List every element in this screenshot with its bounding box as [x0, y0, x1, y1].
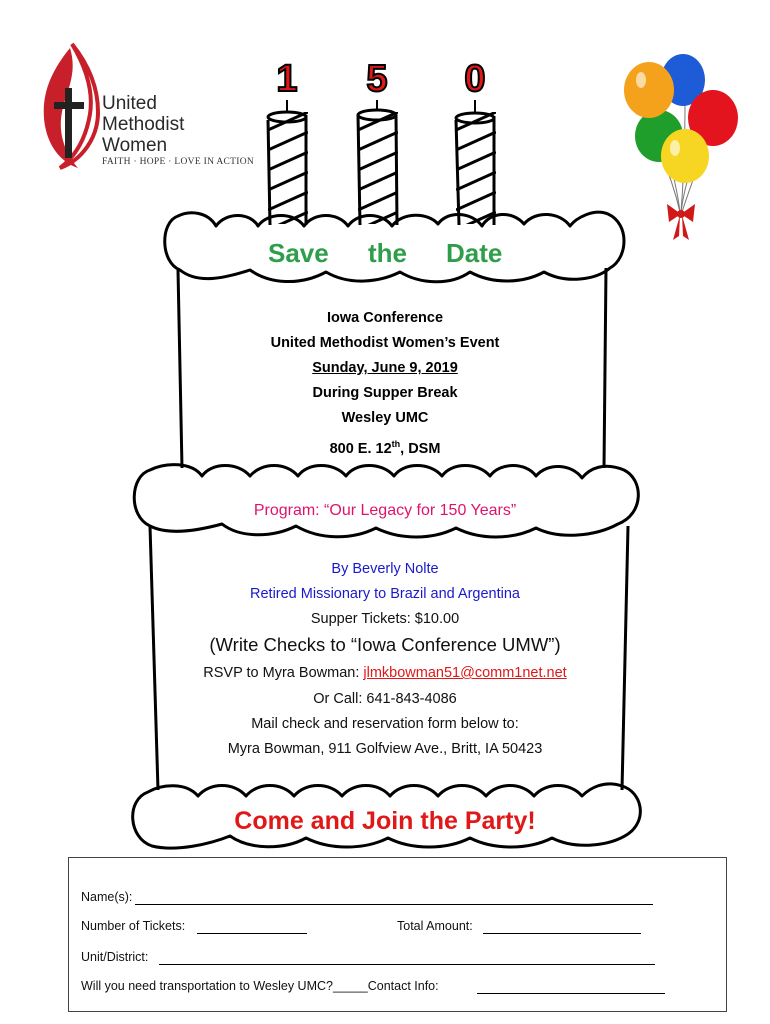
candle-digit-0: 0 — [464, 58, 486, 100]
speaker: By Beverly Nolte — [331, 561, 439, 577]
program-title: Program: “Our Legacy for 150 Years” — [253, 502, 517, 519]
contact-label: Contact Info: — [367, 979, 439, 993]
tickets-field[interactable] — [197, 933, 307, 934]
address-sup: th — [391, 439, 401, 449]
rsvp-email-link[interactable]: jlmkbowman51@comm1net.net — [363, 665, 567, 681]
candle-digit-1: 1 — [276, 58, 298, 100]
logo-word-women: Women — [102, 135, 168, 156]
contact-field[interactable] — [477, 993, 665, 994]
headline-date: Date — [446, 238, 503, 268]
check-instructions: (Write Checks to “Iowa Conference UMW”) — [209, 634, 561, 655]
candle-1 — [268, 112, 308, 230]
event-venue: Wesley UMC — [341, 410, 429, 426]
logo-word-united: United — [102, 93, 157, 114]
total-label: Total Amount: — [397, 919, 473, 933]
mail-instructions: Mail check and reservation form below to: — [251, 716, 519, 732]
rsvp-line — [0, 665, 770, 681]
names-label: Name(s): — [81, 890, 133, 904]
unit-label: Unit/District: — [81, 950, 149, 964]
phone-line: Or Call: 641-843-4086 — [313, 691, 457, 707]
headline-save: Save — [268, 238, 329, 268]
total-field[interactable] — [483, 933, 641, 934]
transport-label — [81, 979, 439, 993]
logo-tagline: FAITH · HOPE · LOVE IN ACTION — [102, 157, 255, 167]
event-title: United Methodist Women’s Event — [270, 335, 500, 351]
tickets-label: Number of Tickets: — [81, 919, 186, 933]
transport-question: Will you need transportation to Wesley UMC? — [81, 979, 333, 993]
mail-address: Myra Bowman, 911 Golfview Ave., Britt, IA 50423 — [227, 741, 543, 757]
event-conference: Iowa Conference — [326, 310, 444, 326]
candle-digit-5: 5 — [366, 58, 388, 100]
party-tagline: Come and Join the Party! — [234, 807, 536, 835]
names-field[interactable] — [135, 904, 653, 905]
logo-word-methodist: Methodist — [102, 114, 185, 135]
rsvp-label: RSVP to Myra Bowman: — [203, 665, 364, 681]
headline-the: the — [368, 238, 407, 268]
transport-blank[interactable]: _____ — [332, 979, 368, 993]
event-address — [0, 432, 770, 462]
unit-field[interactable] — [159, 964, 655, 965]
address-street: 800 E. 12 — [329, 440, 392, 457]
event-date — [0, 356, 770, 381]
ticket-price: Supper Tickets: $10.00 — [310, 611, 460, 627]
speaker-title: Retired Missionary to Brazil and Argentina — [250, 586, 520, 602]
event-date-text: Sunday, June 9, 2019 — [312, 360, 458, 376]
address-city: , DSM — [400, 440, 441, 457]
event-time: During Supper Break — [312, 385, 458, 401]
reservation-form — [68, 857, 727, 1012]
